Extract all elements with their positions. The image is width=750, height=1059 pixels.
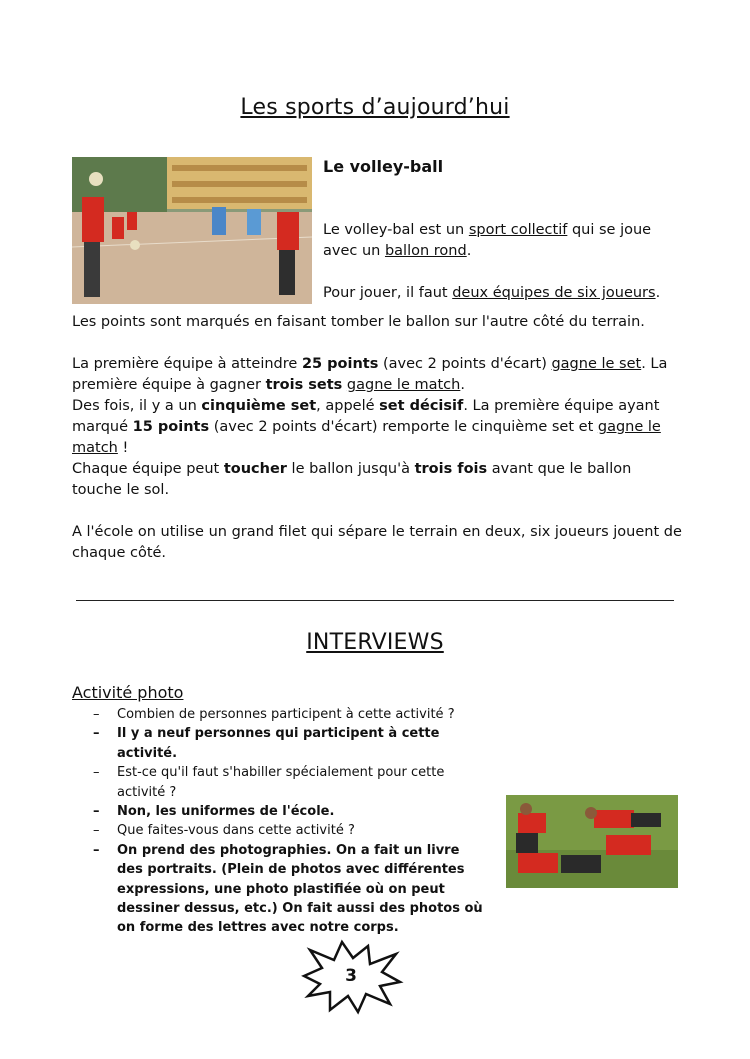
teams-underline: deux équipes de six joueurs	[452, 285, 656, 301]
interview-answer: – Non, les uniformes de l'école.	[93, 802, 483, 821]
interview-question: – Que faites-vous dans cette activité ?	[93, 821, 483, 840]
rules-text: .	[460, 377, 465, 393]
article-heading: Le volley-ball	[323, 157, 444, 176]
section-heading: Activité photo	[72, 683, 184, 702]
children-photo	[506, 795, 678, 888]
intro-text-end: .	[466, 243, 472, 259]
intro-text: Le volley-bal est un	[323, 222, 469, 238]
article-points: Les points sont marqués en faisant tomber le ballon sur l'autre côté du terrain.	[72, 314, 645, 330]
teams-text: Pour jouer, il faut	[323, 285, 453, 301]
rules-text: (avec 2 points d'écart) remporte le cinquième set et	[209, 419, 598, 435]
rules-underline: gagne le match	[346, 377, 461, 393]
rules-bold: set décisif	[379, 398, 464, 414]
touches-bold: toucher	[223, 461, 287, 477]
rules-bold: 15 points	[132, 419, 210, 435]
rules-bold: trois sets	[265, 377, 343, 393]
interview-answer: – On prend des photographies. On a fait un livre des portraits. (Plein de photos avec différentes expressions, une photo plastifiée où on peut dessiner dessus, etc.) On fait aussi des photos où on forme des lettres avec notre corps.	[93, 841, 483, 938]
interviews-title: INTERVIEWS	[306, 630, 444, 655]
article-rules	[72, 354, 684, 459]
article-teams	[323, 283, 668, 304]
children-photo-illustration	[506, 795, 678, 888]
interview-question: – Est-ce qu'il faut s'habiller spécialement pour cette activité ?	[93, 763, 483, 802]
teams-text-end: .	[655, 285, 661, 301]
touches-text: le ballon jusqu'à	[286, 461, 415, 477]
volleyball-photo	[72, 157, 312, 304]
article-touches	[72, 459, 672, 501]
rules-text: . La première équipe à gagner	[72, 356, 668, 393]
section-divider	[76, 600, 674, 601]
touches-text: Chaque équipe peut	[72, 461, 224, 477]
page-number: 3	[345, 966, 357, 986]
page-number-badge	[298, 938, 404, 1016]
interview-list	[93, 705, 483, 938]
page-title: Les sports d’aujourd’hui	[240, 95, 510, 120]
rules-text: , appelé	[316, 398, 380, 414]
intro-text-mid: qui se joue avec un	[323, 222, 652, 259]
intro-underline-ballon: ballon rond	[384, 243, 467, 259]
rules-text: (avec 2 points d'écart)	[378, 356, 552, 372]
volleyball-photo-illustration	[72, 157, 312, 304]
article-intro	[323, 220, 668, 262]
rules-text: !	[117, 440, 129, 456]
rules-underline: gagne le match	[72, 419, 661, 456]
rules-bold: cinquième set	[201, 398, 317, 414]
rules-underline: gagne le set	[551, 356, 642, 372]
rules-text: La première équipe à atteindre	[72, 356, 302, 372]
touches-bold: trois fois	[414, 461, 488, 477]
rules-text: . La première équipe ayant marqué	[72, 398, 660, 435]
rules-text: Des fois, il y a un	[72, 398, 202, 414]
touches-text: avant que le ballon touche le sol.	[72, 461, 632, 498]
article-net: A l'école on utilise un grand filet qui sépare le terrain en deux, six joueurs jouent de chaque côté.	[72, 524, 682, 561]
interview-answer: – Il y a neuf personnes qui participent à cette activité.	[93, 724, 483, 763]
interview-question: – Combien de personnes participent à cette activité ?	[93, 705, 483, 724]
intro-underline-sport: sport collectif	[468, 222, 568, 238]
rules-bold: 25 points	[301, 356, 379, 372]
